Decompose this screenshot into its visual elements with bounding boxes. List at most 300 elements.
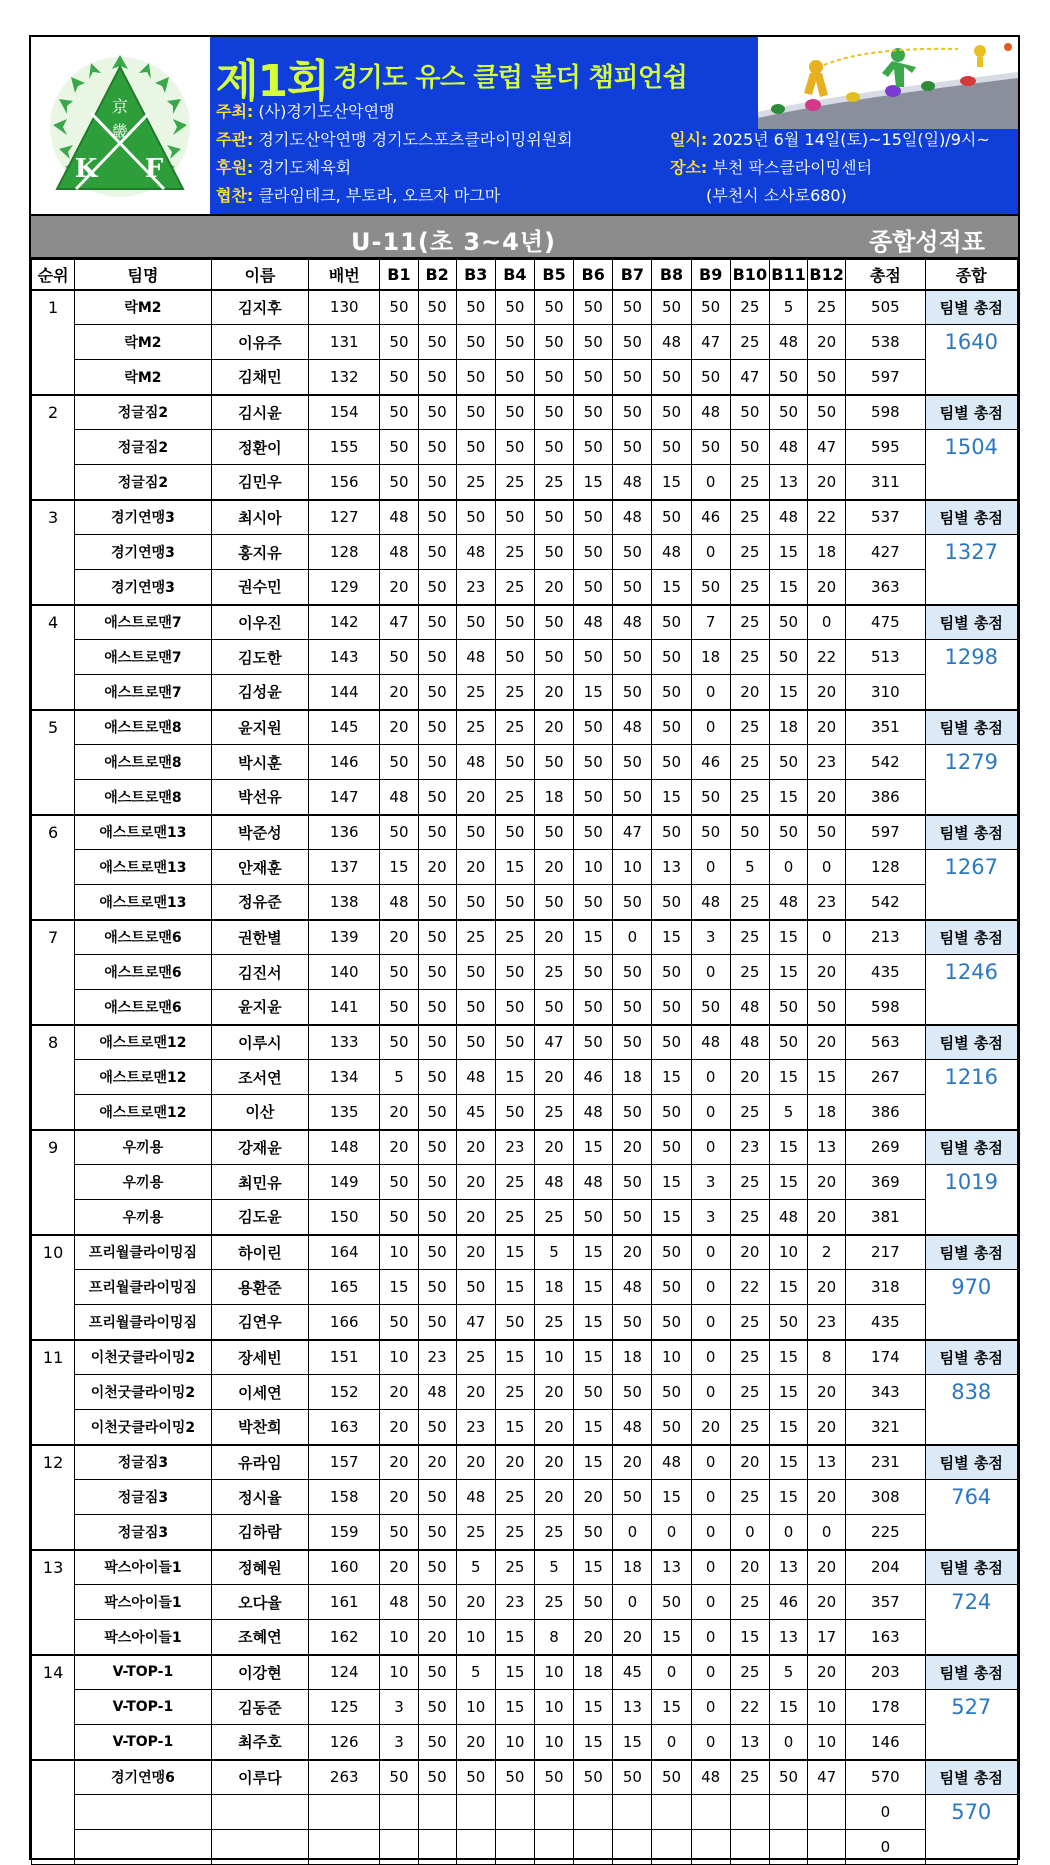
total-score-cell: 0: [846, 1830, 925, 1865]
athlete-name-cell: 이세연: [211, 1375, 308, 1410]
athlete-name-cell: 오다율: [211, 1585, 308, 1620]
boulder-score-cell: 48: [730, 990, 769, 1025]
bib-cell: 138: [309, 885, 380, 920]
boulder-score-cell: 50: [574, 1025, 613, 1060]
team-total-value: 1019: [925, 1165, 1017, 1200]
total-score-cell: 381: [846, 1200, 925, 1235]
federation-logo-icon: [31, 37, 210, 214]
boulder-score-cell: 20: [456, 1725, 495, 1760]
boulder-score-cell: 20: [380, 920, 418, 955]
rank-cell: 9: [32, 1130, 75, 1165]
table-row: [32, 395, 1018, 430]
team-total-label: 팀별 총점: [925, 605, 1017, 640]
boulder-score-cell: 25: [495, 920, 534, 955]
boulder-score-cell: 15: [769, 535, 807, 570]
boulder-score-cell: 50: [691, 290, 730, 325]
boulder-score-cell: 50: [691, 430, 730, 465]
rank-cell: [32, 640, 75, 675]
boulder-score-cell: 18: [613, 1060, 652, 1095]
team-name-cell: 정글짐2: [75, 430, 212, 465]
boulder-score-cell: 25: [534, 1515, 573, 1550]
boulder-score-cell: 50: [808, 990, 846, 1025]
table-row: [32, 920, 1018, 955]
bib-cell: 164: [309, 1235, 380, 1270]
team-name-cell: 정글짐2: [75, 465, 212, 500]
boulder-score-cell: 25: [730, 1410, 769, 1445]
boulder-score-cell: 50: [534, 745, 573, 780]
boulder-score-cell: 50: [613, 1025, 652, 1060]
boulder-score-cell: 25: [730, 1200, 769, 1235]
boulder-score-cell: 48: [769, 325, 807, 360]
athlete-name-cell: 박찬희: [211, 1410, 308, 1445]
total-score-cell: 321: [846, 1410, 925, 1445]
boulder-score-cell: 10: [380, 1340, 418, 1375]
boulder-score-cell: 50: [456, 325, 495, 360]
rank-cell: [32, 1200, 75, 1235]
boulder-score-cell: 20: [613, 1130, 652, 1165]
boulder-score-cell: 25: [534, 955, 573, 990]
athlete-name-cell: 유라임: [211, 1445, 308, 1480]
column-header: B2: [418, 260, 456, 290]
boulder-score-cell: 48: [769, 430, 807, 465]
boulder-score-cell: 20: [534, 1410, 573, 1445]
boulder-score-cell: 20: [534, 1130, 573, 1165]
boulder-score-cell: 50: [380, 745, 418, 780]
table-row: [32, 1200, 1018, 1235]
team-total-blank: [925, 1095, 1017, 1130]
team-name-cell: 애스트로맨12: [75, 1095, 212, 1130]
table-row: [32, 1235, 1018, 1270]
boulder-score-cell: 47: [456, 1305, 495, 1340]
team-name-cell: 애스트로맨8: [75, 710, 212, 745]
host-value: (사)경기도산악연맹: [258, 102, 395, 121]
boulder-score-cell: 50: [652, 1270, 691, 1305]
boulder-score-cell: 22: [808, 500, 846, 535]
boulder-score-cell: 50: [691, 780, 730, 815]
boulder-score-cell: 50: [613, 1165, 652, 1200]
boulder-score-cell: 50: [652, 745, 691, 780]
boulder-score-cell: 50: [534, 325, 573, 360]
boulder-score-cell: 50: [574, 640, 613, 675]
rank-cell: 14: [32, 1655, 75, 1690]
boulder-score-cell: 18: [808, 1095, 846, 1130]
rank-cell: [32, 1165, 75, 1200]
boulder-score-cell: 15: [769, 1690, 807, 1725]
boulder-score-cell: 20: [808, 1480, 846, 1515]
boulder-score-cell: 13: [652, 1550, 691, 1585]
boulder-score-cell: 50: [495, 1305, 534, 1340]
team-name-cell: 팍스아이들1: [75, 1550, 212, 1585]
team-total-label: 팀별 총점: [925, 500, 1017, 535]
boulder-score-cell: [495, 1830, 534, 1865]
sponsor-line: [216, 155, 351, 178]
category-bar: [31, 214, 1018, 259]
athlete-name-cell: 박준성: [211, 815, 308, 850]
boulder-score-cell: 50: [418, 290, 456, 325]
boulder-score-cell: 50: [574, 990, 613, 1025]
boulder-score-cell: 20: [808, 325, 846, 360]
total-score-cell: 351: [846, 710, 925, 745]
total-score-cell: 542: [846, 745, 925, 780]
boulder-score-cell: 50: [456, 1760, 495, 1795]
boulder-score-cell: 0: [808, 920, 846, 955]
boulder-score-cell: [456, 1830, 495, 1865]
bib-cell: 165: [309, 1270, 380, 1305]
boulder-score-cell: 50: [574, 570, 613, 605]
boulder-score-cell: 50: [418, 640, 456, 675]
boulder-score-cell: 50: [769, 1760, 807, 1795]
rank-cell: 1: [32, 290, 75, 325]
boulder-score-cell: 50: [613, 360, 652, 395]
boulder-score-cell: 15: [769, 920, 807, 955]
boulder-score-cell: 18: [534, 1270, 573, 1305]
rank-cell: 11: [32, 1340, 75, 1375]
column-header: B6: [574, 260, 613, 290]
total-score-cell: 435: [846, 1305, 925, 1340]
athlete-name-cell: [211, 1795, 308, 1830]
boulder-score-cell: 50: [613, 1480, 652, 1515]
sponsor-value: 경기도체육회: [258, 158, 352, 177]
total-score-cell: 269: [846, 1130, 925, 1165]
column-header: B5: [534, 260, 573, 290]
athlete-name-cell: 김진서: [211, 955, 308, 990]
boulder-score-cell: 23: [808, 885, 846, 920]
boulder-score-cell: 10: [456, 1620, 495, 1655]
rank-cell: 2: [32, 395, 75, 430]
boulder-score-cell: 25: [495, 1200, 534, 1235]
column-header: 이름: [211, 260, 308, 290]
table-row: [32, 1585, 1018, 1620]
boulder-score-cell: 0: [691, 1235, 730, 1270]
rank-cell: [32, 675, 75, 710]
boulder-score-cell: 46: [691, 500, 730, 535]
boulder-score-cell: [456, 1795, 495, 1830]
boulder-score-cell: 15: [574, 1725, 613, 1760]
team-name-cell: 락M2: [75, 360, 212, 395]
boulder-score-cell: 50: [418, 1515, 456, 1550]
team-name-cell: 애스트로맨13: [75, 815, 212, 850]
boulder-score-cell: 22: [730, 1270, 769, 1305]
table-row: [32, 605, 1018, 640]
boulder-score-cell: 50: [418, 1130, 456, 1165]
boulder-score-cell: 20: [380, 570, 418, 605]
boulder-score-cell: 50: [574, 745, 613, 780]
boulder-score-cell: 50: [574, 500, 613, 535]
boulder-score-cell: 50: [380, 1760, 418, 1795]
boulder-score-cell: 20: [456, 850, 495, 885]
athlete-name-cell: 김동준: [211, 1690, 308, 1725]
rank-cell: 10: [32, 1235, 75, 1270]
athlete-name-cell: 조혜연: [211, 1620, 308, 1655]
boulder-score-cell: 50: [769, 745, 807, 780]
boulder-score-cell: 15: [769, 1130, 807, 1165]
boulder-score-cell: 15: [574, 1550, 613, 1585]
column-header: B10: [730, 260, 769, 290]
boulder-score-cell: [808, 1830, 846, 1865]
total-score-cell: 217: [846, 1235, 925, 1270]
boulder-score-cell: 50: [613, 885, 652, 920]
column-header: B1: [380, 260, 418, 290]
boulder-score-cell: [613, 1795, 652, 1830]
team-name-cell: 경기연맹6: [75, 1760, 212, 1795]
boulder-score-cell: 20: [808, 1655, 846, 1690]
climber-illustration-icon: [758, 37, 1018, 129]
boulder-score-cell: [574, 1795, 613, 1830]
boulder-score-cell: 48: [613, 1270, 652, 1305]
boulder-score-cell: 50: [495, 500, 534, 535]
boulder-score-cell: 0: [691, 1340, 730, 1375]
total-score-cell: 128: [846, 850, 925, 885]
total-score-cell: 163: [846, 1620, 925, 1655]
total-score-cell: 563: [846, 1025, 925, 1060]
team-name-cell: 경기연맹3: [75, 570, 212, 605]
athlete-name-cell: 권한별: [211, 920, 308, 955]
boulder-score-cell: 50: [418, 1690, 456, 1725]
boulder-score-cell: 50: [534, 990, 573, 1025]
team-name-cell: 이천굿클라이밍2: [75, 1340, 212, 1375]
table-row: [32, 1130, 1018, 1165]
boulder-score-cell: 20: [380, 675, 418, 710]
bib-cell: 163: [309, 1410, 380, 1445]
boulder-score-cell: 50: [380, 1305, 418, 1340]
team-name-cell: 이천굿클라이밍2: [75, 1410, 212, 1445]
boulder-score-cell: 15: [652, 780, 691, 815]
boulder-score-cell: 20: [730, 675, 769, 710]
boulder-score-cell: 50: [574, 815, 613, 850]
team-name-cell: 프리월클라이밍짐: [75, 1305, 212, 1340]
boulder-score-cell: 50: [380, 640, 418, 675]
boulder-score-cell: 50: [691, 815, 730, 850]
boulder-score-cell: 45: [613, 1655, 652, 1690]
boulder-score-cell: 50: [534, 1760, 573, 1795]
boulder-score-cell: 15: [652, 920, 691, 955]
boulder-score-cell: 15: [652, 465, 691, 500]
boulder-score-cell: 0: [613, 1515, 652, 1550]
boulder-score-cell: 20: [808, 675, 846, 710]
team-total-value: 1267: [925, 850, 1017, 885]
boulder-score-cell: 20: [380, 1410, 418, 1445]
boulder-score-cell: 48: [769, 1200, 807, 1235]
boulder-score-cell: 50: [418, 815, 456, 850]
boulder-score-cell: 48: [380, 885, 418, 920]
team-name-cell: 정글짐2: [75, 395, 212, 430]
table-row: [32, 1340, 1018, 1375]
athlete-name-cell: 박선유: [211, 780, 308, 815]
boulder-score-cell: 20: [730, 1550, 769, 1585]
boulder-score-cell: 50: [456, 815, 495, 850]
boulder-score-cell: 15: [574, 675, 613, 710]
boulder-score-cell: 50: [418, 885, 456, 920]
boulder-score-cell: 25: [495, 535, 534, 570]
boulder-score-cell: 15: [613, 1725, 652, 1760]
boulder-score-cell: 50: [534, 605, 573, 640]
boulder-score-cell: 50: [730, 430, 769, 465]
boulder-score-cell: 50: [495, 1095, 534, 1130]
boulder-score-cell: 20: [456, 1235, 495, 1270]
boulder-score-cell: 50: [418, 1585, 456, 1620]
table-row: [32, 815, 1018, 850]
boulder-score-cell: 25: [495, 1375, 534, 1410]
table-row: [32, 780, 1018, 815]
boulder-score-cell: 50: [495, 605, 534, 640]
boulder-score-cell: 15: [495, 1655, 534, 1690]
boulder-score-cell: 25: [730, 465, 769, 500]
athlete-name-cell: 하이린: [211, 1235, 308, 1270]
team-total-value: 570: [925, 1795, 1017, 1830]
boulder-score-cell: 25: [730, 640, 769, 675]
team-name-cell: 정글짐3: [75, 1445, 212, 1480]
boulder-score-cell: 50: [418, 1725, 456, 1760]
boulder-score-cell: 23: [456, 1410, 495, 1445]
boulder-score-cell: 15: [769, 1340, 807, 1375]
boulder-score-cell: 22: [730, 1690, 769, 1725]
rank-cell: [32, 1795, 75, 1830]
boulder-score-cell: 20: [808, 780, 846, 815]
boulder-score-cell: 25: [495, 675, 534, 710]
table-row: [32, 1445, 1018, 1480]
bib-cell: 161: [309, 1585, 380, 1620]
boulder-score-cell: 50: [380, 325, 418, 360]
boulder-score-cell: 10: [652, 1340, 691, 1375]
boulder-score-cell: 15: [730, 1620, 769, 1655]
boulder-score-cell: 47: [808, 430, 846, 465]
team-name-cell: V-TOP-1: [75, 1725, 212, 1760]
team-name-cell: 애스트로맨6: [75, 990, 212, 1025]
bib-cell: 131: [309, 325, 380, 360]
athlete-name-cell: 윤지원: [211, 710, 308, 745]
boulder-score-cell: 50: [380, 290, 418, 325]
table-row: [32, 1165, 1018, 1200]
boulder-score-cell: 0: [691, 535, 730, 570]
boulder-score-cell: 0: [691, 1655, 730, 1690]
total-score-cell: 475: [846, 605, 925, 640]
total-score-cell: 597: [846, 815, 925, 850]
boulder-score-cell: 50: [613, 1200, 652, 1235]
boulder-score-cell: 48: [691, 395, 730, 430]
boulder-score-cell: 50: [769, 360, 807, 395]
boulder-score-cell: 50: [380, 955, 418, 990]
boulder-score-cell: 50: [652, 1235, 691, 1270]
boulder-score-cell: 18: [574, 1655, 613, 1690]
rank-cell: [32, 745, 75, 780]
bib-cell: 141: [309, 990, 380, 1025]
host-label: 주최:: [216, 102, 254, 121]
boulder-score-cell: 25: [730, 1760, 769, 1795]
boulder-score-cell: 50: [495, 640, 534, 675]
rank-cell: [32, 570, 75, 605]
rank-cell: [32, 955, 75, 990]
boulder-score-cell: [380, 1830, 418, 1865]
total-score-cell: 570: [846, 1760, 925, 1795]
table-row: [32, 500, 1018, 535]
federation-logo: [31, 37, 210, 214]
boulder-score-cell: 15: [495, 850, 534, 885]
team-name-cell: 팍스아이들1: [75, 1585, 212, 1620]
team-name-cell: 이천굿클라이밍2: [75, 1375, 212, 1410]
bib-cell: 157: [309, 1445, 380, 1480]
table-row: [32, 1830, 1018, 1865]
boulder-score-cell: 25: [730, 1655, 769, 1690]
boulder-score-cell: 46: [691, 745, 730, 780]
total-score-cell: 386: [846, 780, 925, 815]
team-name-cell: 팍스아이들1: [75, 1620, 212, 1655]
boulder-score-cell: 2: [808, 1235, 846, 1270]
boulder-score-cell: 0: [691, 1515, 730, 1550]
rank-cell: [32, 535, 75, 570]
boulder-score-cell: 15: [574, 465, 613, 500]
boulder-score-cell: 18: [808, 535, 846, 570]
boulder-score-cell: 15: [769, 1410, 807, 1445]
venue-address-line: [706, 183, 847, 206]
table-row: [32, 955, 1018, 990]
boulder-score-cell: 20: [534, 1445, 573, 1480]
athlete-name-cell: 최주호: [211, 1725, 308, 1760]
boulder-score-cell: 25: [730, 1480, 769, 1515]
boulder-score-cell: [769, 1795, 807, 1830]
rank-cell: 6: [32, 815, 75, 850]
boulder-score-cell: 15: [495, 1620, 534, 1655]
boulder-score-cell: 15: [574, 1235, 613, 1270]
boulder-score-cell: 10: [534, 1725, 573, 1760]
rank-cell: [32, 1375, 75, 1410]
boulder-score-cell: 20: [808, 1270, 846, 1305]
boulder-score-cell: 22: [808, 640, 846, 675]
boulder-score-cell: 15: [769, 780, 807, 815]
boulder-score-cell: 15: [380, 1270, 418, 1305]
boulder-score-cell: 48: [613, 710, 652, 745]
boulder-score-cell: 15: [574, 1410, 613, 1445]
athlete-name-cell: 최시아: [211, 500, 308, 535]
boulder-score-cell: [534, 1830, 573, 1865]
table-row: [32, 1270, 1018, 1305]
boulder-score-cell: 0: [691, 1060, 730, 1095]
boulder-score-cell: 48: [652, 535, 691, 570]
column-header: 순위: [32, 260, 75, 290]
boulder-score-cell: 15: [652, 570, 691, 605]
boulder-score-cell: 20: [730, 1235, 769, 1270]
boulder-score-cell: 25: [495, 780, 534, 815]
bib-cell: 144: [309, 675, 380, 710]
boulder-score-cell: 0: [808, 605, 846, 640]
boulder-score-cell: 48: [652, 1445, 691, 1480]
bib-cell: 263: [309, 1760, 380, 1795]
boulder-score-cell: 25: [730, 290, 769, 325]
bib-cell: 159: [309, 1515, 380, 1550]
total-score-cell: 505: [846, 290, 925, 325]
boulder-score-cell: 50: [456, 605, 495, 640]
bib-cell: 145: [309, 710, 380, 745]
total-score-cell: 0: [846, 1795, 925, 1830]
boulder-score-cell: 50: [418, 990, 456, 1025]
boulder-score-cell: 25: [495, 1480, 534, 1515]
total-score-cell: 357: [846, 1585, 925, 1620]
boulder-score-cell: [730, 1830, 769, 1865]
boulder-score-cell: [691, 1830, 730, 1865]
boulder-score-cell: 20: [456, 1375, 495, 1410]
boulder-score-cell: 5: [769, 1655, 807, 1690]
boulder-score-cell: 50: [380, 1025, 418, 1060]
boulder-score-cell: 0: [652, 1725, 691, 1760]
team-total-label: 팀별 총점: [925, 1550, 1017, 1585]
team-total-value: 764: [925, 1480, 1017, 1515]
team-total-blank: [925, 1620, 1017, 1655]
boulder-score-cell: 20: [534, 1480, 573, 1515]
boulder-score-cell: 20: [808, 1025, 846, 1060]
team-name-cell: 애스트로맨13: [75, 850, 212, 885]
athlete-name-cell: [211, 1830, 308, 1865]
team-name-cell: 경기연맹3: [75, 535, 212, 570]
boulder-score-cell: 50: [418, 1095, 456, 1130]
